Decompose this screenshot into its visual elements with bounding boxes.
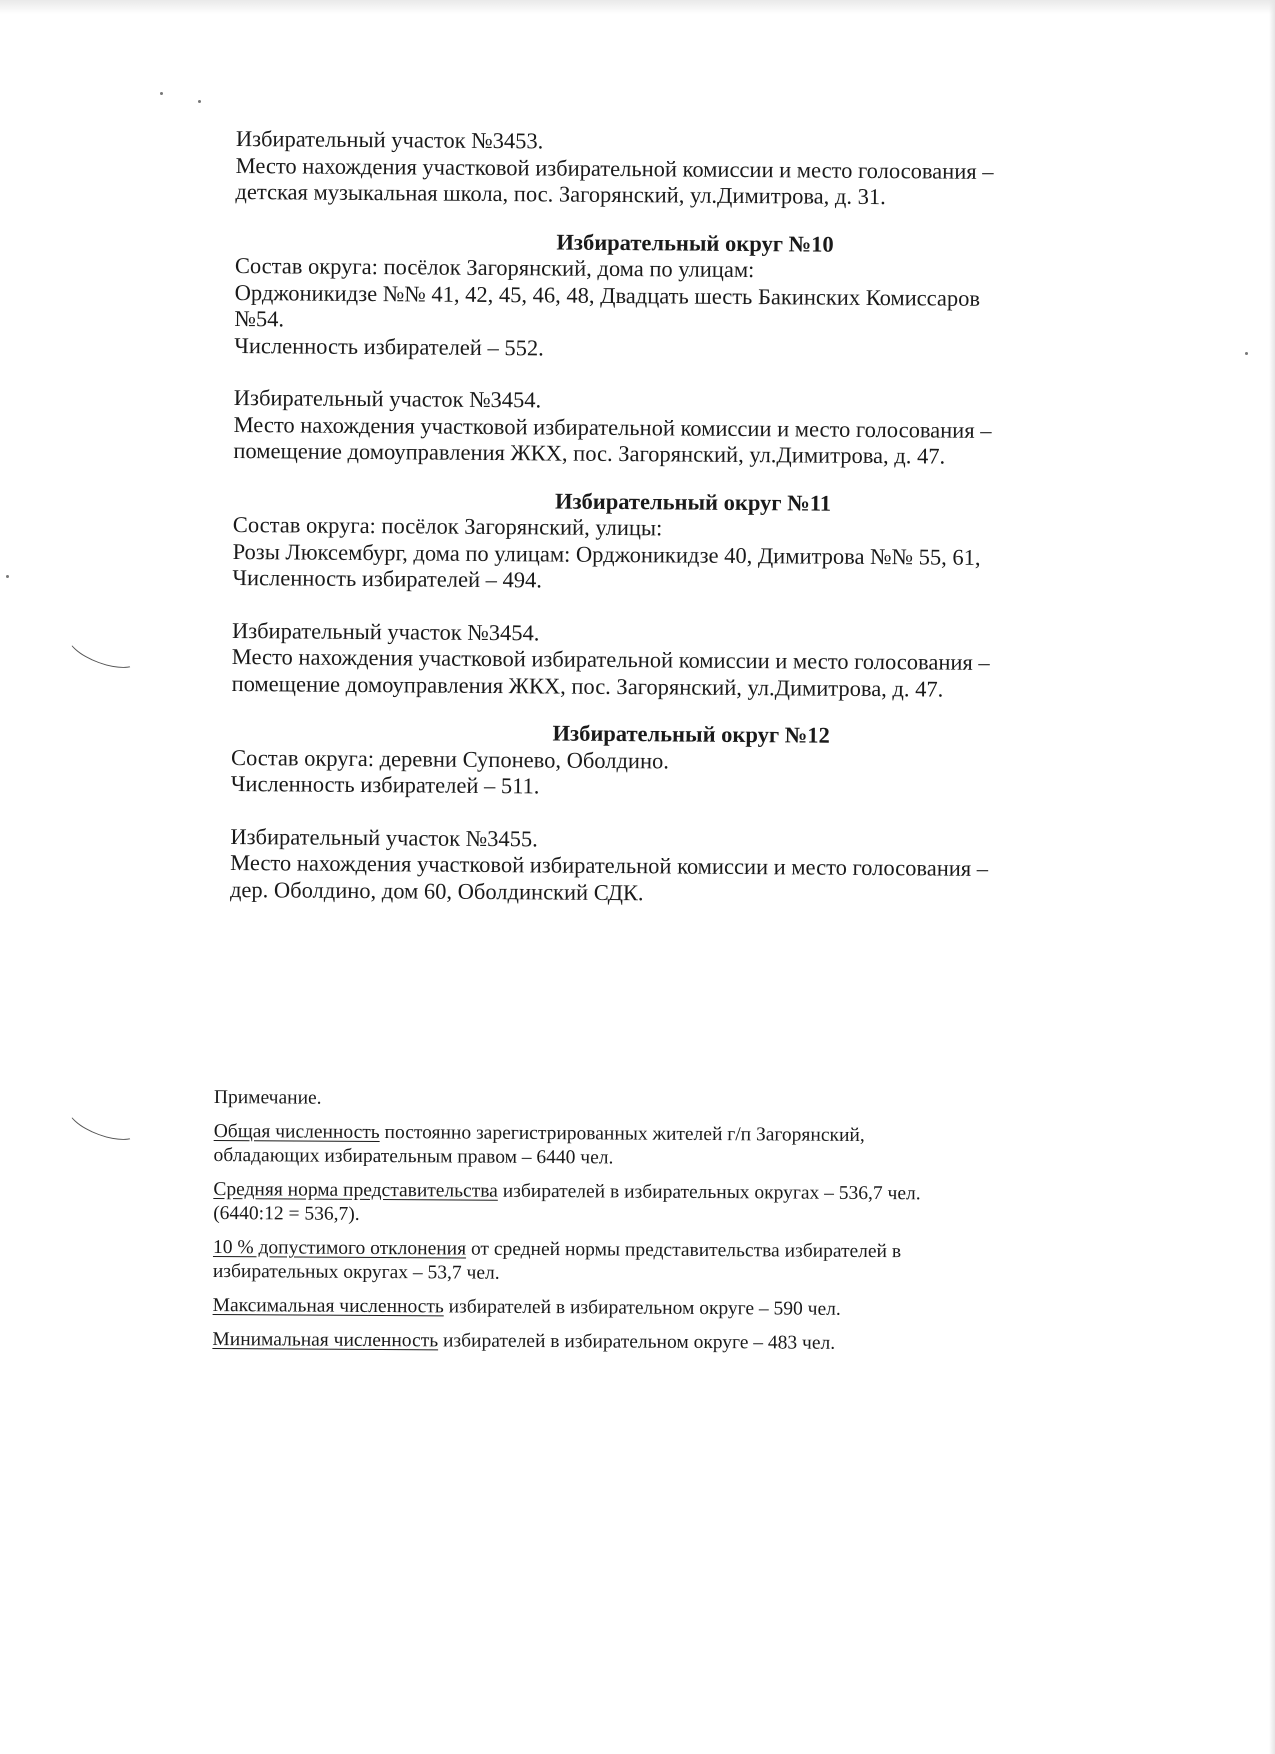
district-12-block — [231, 718, 1152, 805]
district-10-block — [234, 226, 1155, 366]
note-term: Минимальная численность — [212, 1328, 439, 1352]
note-item — [213, 1120, 1173, 1174]
note-text: от средней нормы представительства избирателей в — [466, 1238, 902, 1263]
scan-shadow-top — [0, 0, 1275, 14]
district-heading: Избирательный округ №12 — [552, 720, 830, 748]
district-heading: Избирательный округ №10 — [556, 229, 834, 257]
district-line: Орджоникидзе №№ 41, 42, 45, 46, 48, Двадцать шесть Бакинских Комиссаров — [234, 279, 981, 311]
district-heading: Избирательный округ №11 — [554, 488, 832, 516]
precinct-title: Избирательный участок №3454. — [233, 384, 542, 413]
district-line: Численность избирателей – 511. — [230, 770, 540, 799]
precinct-line: детская музыкальная школа, пос. Загорянский, ул.Димитрова, д. 31. — [235, 178, 886, 210]
district-line: Состав округа: деревни Супонево, Оболдино. — [230, 744, 670, 773]
note-text: постоянно зарегистрированных жителей г/п Загорянский, — [379, 1122, 865, 1146]
district-11-block — [232, 485, 1153, 598]
punch-hole-mark — [63, 620, 145, 676]
precinct-3453-block — [235, 126, 1156, 213]
precinct-line: помещение домоуправления ЖКХ, пос. Загорянский, ул.Димитрова, д. 47. — [233, 437, 946, 469]
scan-speck — [6, 575, 9, 578]
precinct-3454-block — [233, 385, 1154, 472]
precinct-3455-block — [230, 823, 1151, 910]
note-text: избирателей в избирательном округе – 590 чел. — [443, 1296, 841, 1320]
precinct-title: Избирательный участок №3455. — [230, 823, 538, 851]
district-line: Численность избирателей – 552. — [234, 332, 544, 360]
scan-speck — [198, 100, 201, 103]
punch-hole-mark — [63, 1092, 145, 1148]
precinct-title: Избирательный участок №3453. — [235, 126, 544, 154]
note-text: избирателей в избирательных округах – 536,7 чел. — [497, 1180, 921, 1205]
district-line: №54. — [234, 305, 285, 332]
note-item — [213, 1178, 1173, 1232]
precinct-line: Место нахождения участковой избирательной комиссии и место голосования – — [235, 152, 994, 184]
note-title: Примечание. — [213, 1087, 322, 1109]
precinct-title: Избирательный участок №3454. — [231, 617, 540, 645]
note-text-cont: (6440:12 = 536,7). — [213, 1202, 360, 1225]
note-section — [212, 1086, 1174, 1368]
note-item — [213, 1236, 1173, 1290]
note-term: Общая численность — [213, 1120, 380, 1144]
precinct-line: дер. Оболдино, дом 60, Оболдинский СДК. — [229, 876, 644, 905]
precinct-line: Место нахождения участковой избирательной комиссии и место голосования – — [231, 643, 990, 675]
precinct-line: Место нахождения участковой избирательной комиссии и место голосования – — [230, 849, 989, 881]
scan-speck — [160, 92, 163, 95]
note-term: 10 % допустимого отклонения — [212, 1236, 467, 1260]
precinct-3454-block — [232, 617, 1153, 704]
precinct-line: помещение домоуправления ЖКХ, пос. Загорянский, ул.Димитрова, д. 47. — [231, 670, 944, 702]
note-text: избирателей в избирательном округе – 483 чел. — [438, 1330, 836, 1354]
district-line: Численность избирателей – 494. — [232, 564, 543, 593]
note-term: Средняя норма представительства — [213, 1178, 498, 1202]
note-text-cont: обладающих избирательным правом – 6440 чел. — [213, 1144, 614, 1169]
note-item — [212, 1328, 1172, 1358]
note-item — [213, 1294, 1173, 1324]
district-line: Состав округа: посёлок Загорянский, улицы: — [232, 511, 663, 541]
scan-speck — [1245, 352, 1248, 355]
main-text — [230, 126, 1156, 910]
note-text-cont: избирательных округах – 53,7 чел. — [212, 1260, 500, 1284]
district-line: Розы Люксембург, дома по улицам: Орджоникидзе 40, Димитрова №№ 55, 61, — [232, 538, 981, 570]
note-term: Максимальная численность — [212, 1294, 444, 1318]
precinct-line: Место нахождения участковой избирательной комиссии и место голосования – — [233, 411, 992, 443]
scan-shadow-right — [1269, 0, 1275, 1754]
district-line: Состав округа: посёлок Загорянский, дома по улицам: — [234, 252, 755, 283]
